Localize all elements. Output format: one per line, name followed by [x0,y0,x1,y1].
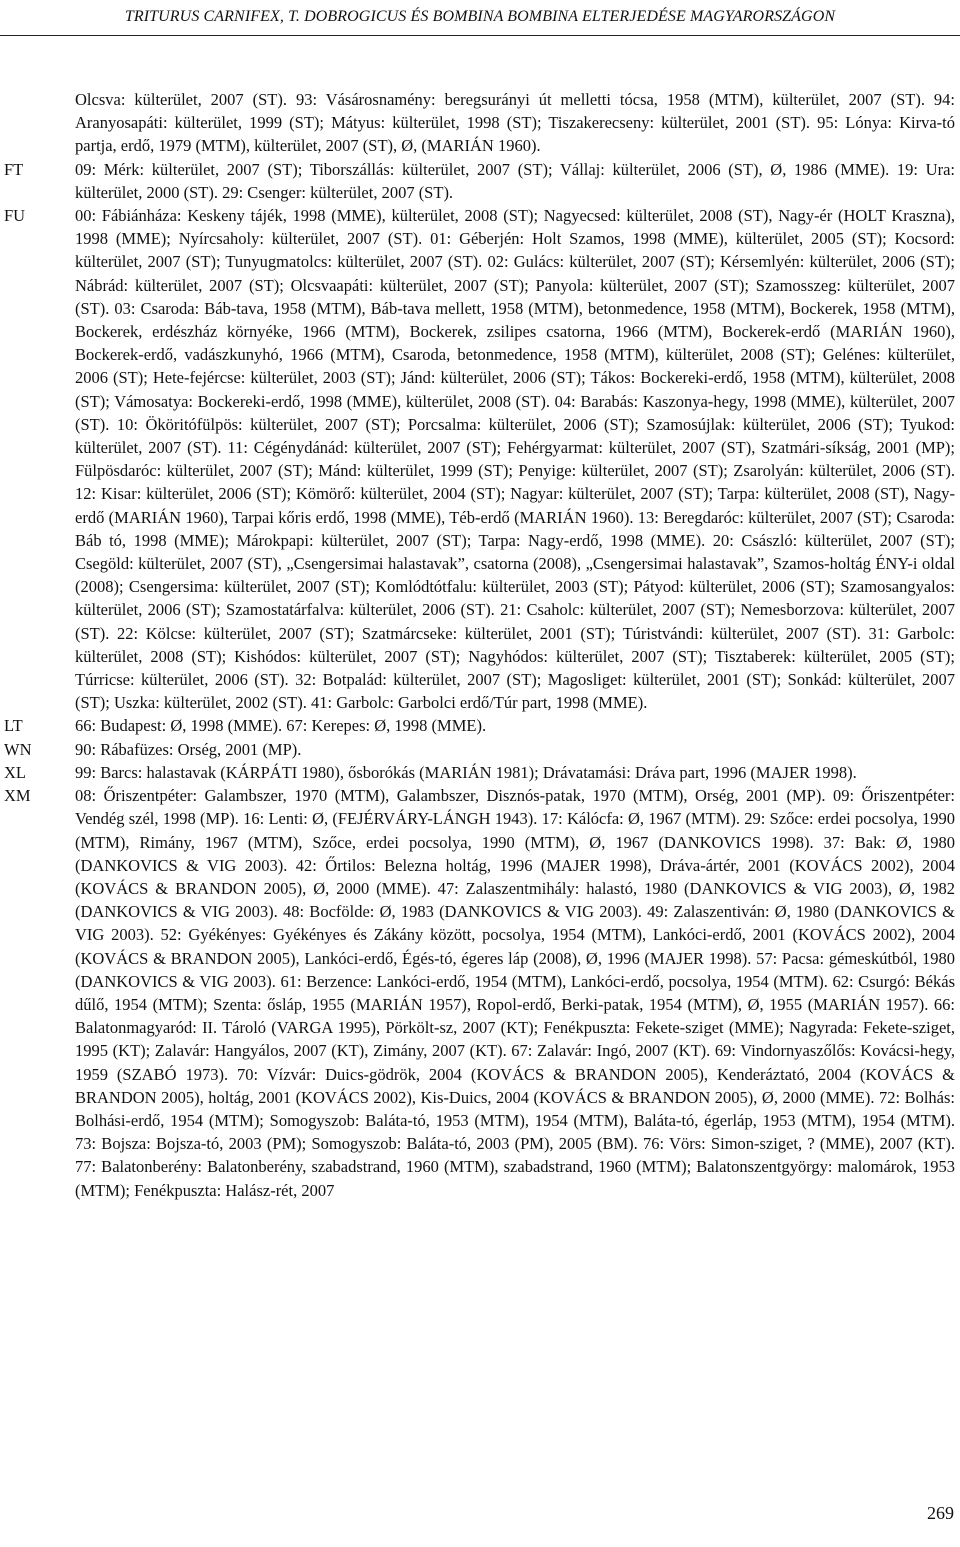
locality-paragraph: 08: Őriszentpéter: Galambszer, 1970 (MTM), Galambszer, Disznós-patak, 1970 (MTM), Orség, 2001 (MP). 09: Őriszentpéter: Vendég szél, 1998 (MP). 16: Lenti: Ø, (FEJÉRVÁRY-LÁNGH 1943). 17: Kálócfa: Ø, 1967 (MTM). 29: Szőce: erdei pocsolya, 1990 (MTM), Rimány, 1967 (MTM), Szőce, erdei pocsolya, 1990 (MTM), Ø, 1967 (DANKOVICS 1998). 37: Bak: Ø, 1980 (DANKOVICS & VIG 2003). 42: Őrtilos: Belezna holtág, 1996 (MAJER 1998), Dráva-ártér, 2001 (KOVÁCS 2002), 2004 (KOVÁCS & BRANDON 2005), Ø, 2000 (MME). 47: Zalaszentmihály: halastó, 1980 (DANKOVICS & VIG 2003), Ø, 1982 (DANKOVICS & VIG 2003). 48: Bocfölde: Ø, 1983 (DANKOVICS & VIG 2003). 49: Zalaszentiván: Ø, 1980 (DANKOVICS & VIG 2003). 52: Gyékényes: Gyékényes és Zákány között, pocsolya, 1954 (MTM), Lankóci-erdő, 2001 (KOVÁCS 2002), 2004 (KOVÁCS & BRANDON 2005), Lankóci-erdő, Égés-tó, égeres láp (2008), Ø, 1996 (MAJER 1998). 57: Pacsa: gémeskútból, 1980 (DANKOVICS & VIG 2003). 61: Berzence: Lankóci-erdő, 1954 (MTM), Lankóci-erdő, pocsolya, 1954 (MTM). 62: Csurgó: Békás dűlő, 1954 (MTM); Szenta: ősláp, 1955 (MARIÁN 1957), Ropol-erdő, Berki-patak, 1954 (MTM), Ø, 1955 (MARIÁN 1957). 66: Balatonmagyaród: II. Tároló (VARGA 1995), Pörkölt-sz, 2007 (KT); Fenékpuszta: Fekete-sziget (MME); Nagyrada: Fekete-sziget, 1995 (KT); Zalavár: Hangyálos, 2007 (KT), Zimány, 2007 (KT). 67: Zalavár: Ingó, 2007 (KT). 69: Vindornyaszőlős: Kovácsi-hegy, 1959 (SZABÓ 1973). 70: Vízvár: Duics-gödrök, 2004 (KOVÁCS & BRANDON 2005), Kenderáztató, 2004 (KOVÁCS & BRANDON 2005), holtág, 2001 (KOVÁCS 2002), Kis-Duics, 2004 (KOVÁCS & BRANDON 2005), Ø, 2000 (MME). 72: Bolhás: Bolhási-erdő, 1954 (MTM); Somogyszob: Baláta-tó, 1953 (MTM), 1954 (MTM), Baláta-tó, égerláp, 1953 (MTM), 1954 (MTM). 73: Bojsza: Bojsza-tó, 2003 (PM); Somogyszob: Baláta-tó, 2003 (PM), 2005 (BM). 76: Vörs: Simon-sziget, ? (MME), 2007 (KT). 77: Balatonberény: Balatonberény, szabadstrand, 1960 (MTM), szabadstrand, 1960 (MTM); Balatonszentgyörgy: malomárok, 1953 (MTM); Fenékpuszta: Halász-rét, 2007 [75,786,955,1200]
locality-paragraph: Olcsva: külterület, 2007 (ST). 93: Vásárosnamény: beregsurányi út melletti tócsa, 1958 (MTM), külterület, 2007 (ST). 94: Aranyosapáti: külterület, 1999 (ST); Mátyus: külterület, 1998 (ST); Tiszakerecseny: külterület, 2001 (ST). 95: Lónya: Kirva-tó partja, erdő, 1979 (MTM), külterület, 2007 (ST), Ø, (MARIÁN 1960). [75,90,955,156]
grid-code: LT [4,716,23,736]
grid-code: FT [4,159,24,179]
locality-paragraph: 00: Fábiánháza: Keskeny tájék, 1998 (MME), külterület, 2008 (ST); Nagyecsed: külterület, 2008 (ST), Nagy-ér (HOLT Kraszna), 1998 (MME); Nyírcsaholy: külterület, 2007 (ST). 01: Géberjén: Holt Szamos, 1998 (MME), külterület, 2005 (ST); Kocsord: külterület, 2007 (ST); Tunyugmatolcs: külterület, 2007 (ST). 02: Gulács: külterület, 2007 (ST); Kérsemlyén: külterület, 2006 (ST); Nábrád: külterület, 2007 (ST); Olcsvaapáti: külterület, 2007 (ST); Panyola: külterület, 2007 (ST); Szamosszeg: külterület, 2007 (ST). 03: Csaroda: Báb-tava, 1958 (MTM), Báb-tava mellett, 1958 (MTM), betonmedence, 1958 (MTM), Bockerek, 1958 (MTM), Bockerek, erdészház környéke, 1966 (MTM), Bockerek, zsilipes csatorna, 1966 (MTM), Bockerek-erdő (MARIÁN 1960), Bockerek-erdő, vadászkunyhó, 1966 (MTM), Csaroda, betonmedence, 1958 (MTM), külterület, 2008 (ST); Gelénes: külterület, 2006 (ST); Hete-fejércse: külterület, 2003 (ST); Jánd: külterület, 2006 (ST); Tákos: Bockereki-erdő, 1958 (MTM), külterület, 2008 (ST); Vámosatya: Bockereki-erdő, 1998 (MME), külterület, 2008 (ST). 04: Barabás: Kaszonya-hegy, 1998 (MME), külterület, 2007 (ST). 10: Ököritófülpös: külterület, 2007 (ST); Porcsalma: külterület, 2006 (ST); Szamosújlak: külterület, 2006 (ST); Tyukod: külterület, 2007 (ST). 11: Cégénydánád: külterület, 2007 (ST); Fehérgyarmat: külterület, 2007 (ST), Szatmári-síkság, 2001 (MP); Fülpösdaróc: külterület, 2007 (ST); Mánd: külterület, 1999 (ST); Penyige: külterület, 2007 (ST); Zsarolyán: külterület, 2006 (ST). 12: Kisar: külterület, 2006 (ST); Kömörő: külterület, 2004 (ST); Nagyar: külterület, 2007 (ST); Tarpa: külterület, 2008 (ST), Nagy-erdő (MARIÁN 1960), Tarpai kőris erdő, 1998 (MME), Téb-erdő (MARIÁN 1960). 13: Beregdaróc: külterület, 2007 (ST); Csaroda: Báb tó, 1998 (MME); Márokpapi: külterület, 2007 (ST); Tarpa: Nagy-erdő, 1998 (MME). 20: Császló: külterület, 2007 (ST); Csegöld: külterület, 2007 (ST), „Csengersimai halastavak”, csatorna (2008), „Csengersimai halastavak”, Szamos-holtág ÉNY-i oldal (2008); Csengersima: külterület, 2007 (ST); Komlódtótfalu: külterület, 2003 (ST); Pátyod: külterület, 2006 (ST); Szamosangyalos: külterület, 2006 (ST); Szamostatárfalva: külterület, 2006 (ST). 21: Csaholc: külterület, 2007 (ST); Nemesborzova: külterület, 2007 (ST). 22: Kölcse: külterület, 2007 (ST); Szatmárcseke: külterület, 2001 (ST); Túristvándi: külterület, 2007 (ST). 31: Garbolc: külterület, 2008 (ST); Kishódos: külterület, 2007 (ST); Nagyhódos: külterület, 2007 (ST); Tisztaberek: külterület, 2005 (ST); Túrricse: külterület, 2006 (ST). 32: Botpalád: külterület, 2007 (ST); Magosliget: külterület, 2001 (ST); Sonkád: külterület, 2007 (ST); Uszka: külterület, 2002 (ST). 41: Garbolc: Garbolci erdő/Túr part, 1998 (MME). [75,206,955,713]
list-entry-xl [0,761,960,784]
grid-code: XM [4,786,31,806]
page-number: 269 [927,1503,954,1523]
running-header: TRITURUS CARNIFEX, T. DOBROGICUS ÉS BOMBINA BOMBINA ELTERJEDÉSE MAGYARORSZÁGON [124,8,836,25]
grid-code: WN [4,739,32,759]
list-entry-fu [0,204,960,714]
list-entry-continuation [0,88,960,158]
list-entry-lt [0,714,960,737]
list-entry-ft [0,158,960,204]
grid-code: XL [4,762,26,782]
header-divider [0,35,960,36]
list-entry-wn [0,738,960,761]
locality-paragraph: 09: Mérk: külterület, 2007 (ST); Tiborszállás: külterület, 2007 (ST); Vállaj: külterület, 2006 (ST), Ø, 1986 (MME). 19: Ura: külterület, 2000 (ST). 29: Csenger: külterület, 2007 (ST). [75,159,955,202]
locality-list [0,88,960,1202]
locality-paragraph: 99: Barcs: halastavak (KÁRPÁTI 1980), ősborókás (MARIÁN 1981); Drávatamási: Dráva part, 1996 (MAJER 1998). [75,762,857,782]
list-entry-xm [0,784,960,1202]
locality-paragraph: 66: Budapest: Ø, 1998 (MME). 67: Kerepes: Ø, 1998 (MME). [75,716,487,736]
grid-code: FU [4,206,26,226]
locality-paragraph: 90: Rábafüzes: Orség, 2001 (MP). [75,739,302,759]
